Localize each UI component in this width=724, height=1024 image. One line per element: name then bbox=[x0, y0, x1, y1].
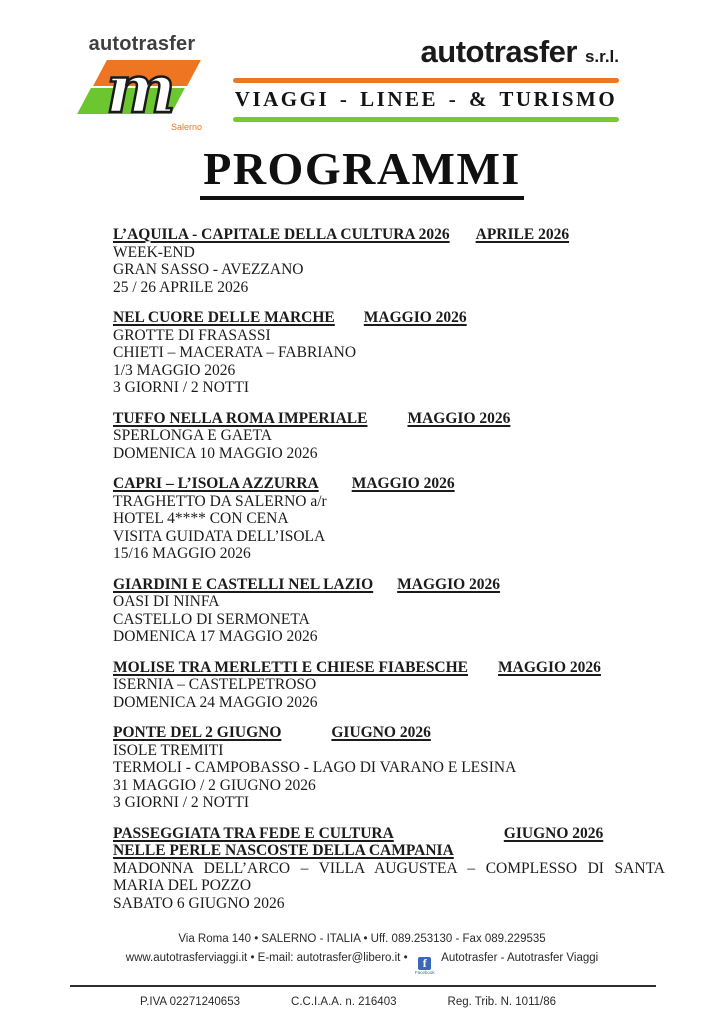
company-name-suffix: s.r.l. bbox=[584, 47, 619, 66]
program-detail-line: TERMOLI - CAMPOBASSO - LAGO DI VARANO E LESINA bbox=[113, 759, 517, 776]
program-heading bbox=[113, 576, 665, 594]
page-footer bbox=[0, 933, 724, 1008]
chamber-of-commerce-number: C.C.I.A.A. n. 216403 bbox=[291, 996, 397, 1008]
page-title-wrap bbox=[0, 143, 724, 200]
program-month: MAGGIO 2026 bbox=[407, 409, 511, 427]
footer-registry bbox=[140, 996, 556, 1008]
bullet-separator: • bbox=[403, 952, 408, 964]
program-item bbox=[113, 309, 665, 397]
footer-address: Via Roma 140 • SALERNO - ITALIA • Uff. 089.253130 - Fax 089.229535 bbox=[178, 933, 546, 945]
program-heading bbox=[113, 410, 665, 428]
program-detail-line: GROTTE DI FRASASSI bbox=[113, 326, 271, 344]
email-label: E-mail: bbox=[257, 952, 294, 964]
program-item bbox=[113, 410, 665, 463]
program-month: MAGGIO 2026 bbox=[397, 575, 501, 593]
program-detail-line: TRAGHETTO DA SALERNO a/r bbox=[113, 492, 327, 510]
program-detail-line: CASTELLO DI SERMONETA bbox=[113, 610, 310, 628]
program-heading-line2 bbox=[113, 842, 665, 860]
green-divider bbox=[233, 117, 619, 122]
company-logo bbox=[72, 33, 212, 132]
program-detail-line: DOMENICA 17 MAGGIO 2026 bbox=[113, 628, 318, 645]
program-title: PASSEGGIATA TRA FEDE E CULTURA bbox=[113, 824, 394, 842]
company-name-main: autotrasfer bbox=[420, 34, 577, 69]
footer-contacts bbox=[0, 952, 724, 975]
program-item bbox=[113, 475, 665, 563]
program-title: L’AQUILA - CAPITALE DELLA CULTURA 2026 bbox=[113, 226, 450, 243]
program-detail-line: ISERNIA – CASTELPETROSO bbox=[113, 676, 317, 693]
program-detail-line: OASI DI NINFA bbox=[113, 593, 220, 610]
footer-divider bbox=[70, 985, 656, 987]
bullet-separator: • bbox=[250, 952, 255, 964]
program-title-line2: NELLE PERLE NASCOSTE DELLA CAMPANIA bbox=[113, 842, 454, 859]
program-detail-line: GRAN SASSO - AVEZZANO bbox=[113, 261, 304, 278]
program-title: NEL CUORE DELLE MARCHE bbox=[113, 309, 335, 326]
program-month: MAGGIO 2026 bbox=[498, 658, 601, 676]
program-detail-line: HOTEL 4**** CON CENA bbox=[113, 510, 289, 527]
letterhead bbox=[233, 36, 619, 122]
logo-city-text: Salerno bbox=[170, 122, 202, 132]
program-detail-line: 3 GIORNI / 2 NOTTI bbox=[113, 379, 250, 396]
program-title: CAPRI – L’ISOLA AZZURRA bbox=[113, 475, 319, 492]
facebook-icon: f Facebook bbox=[414, 956, 435, 975]
page-title: PROGRAMMI bbox=[200, 146, 524, 200]
program-detail-line: ISOLE TREMITI bbox=[113, 741, 224, 759]
email-link[interactable]: autotrasfer@libero.it bbox=[296, 952, 401, 964]
program-month: MAGGIO 2026 bbox=[363, 309, 467, 326]
program-item bbox=[113, 724, 665, 812]
program-month: APRILE 2026 bbox=[475, 226, 570, 243]
program-detail-line: DOMENICA 24 MAGGIO 2026 bbox=[113, 693, 318, 711]
program-item bbox=[113, 226, 665, 296]
program-month: MAGGIO 2026 bbox=[351, 475, 455, 492]
program-detail-line: VISITA GUIDATA DELL’ISOLA bbox=[113, 527, 326, 545]
program-detail-line: 1/3 MAGGIO 2026 bbox=[113, 361, 236, 379]
program-item bbox=[113, 576, 665, 646]
program-detail-line: SABATO 6 GIUGNO 2026 bbox=[113, 894, 285, 912]
program-detail-line: 3 GIORNI / 2 NOTTI bbox=[113, 794, 250, 811]
orange-divider bbox=[233, 78, 619, 83]
facebook-page-name: Autotrasfer - Autotrasfer Viaggi bbox=[441, 952, 599, 964]
program-detail-line: 15/16 MAGGIO 2026 bbox=[113, 545, 251, 562]
program-title: TUFFO NELLA ROMA IMPERIALE bbox=[113, 409, 368, 427]
program-item bbox=[113, 659, 665, 712]
program-month: GIUGNO 2026 bbox=[503, 824, 604, 842]
program-list bbox=[113, 226, 664, 912]
website-link[interactable]: www.autotrasferviaggi.it bbox=[125, 952, 248, 964]
program-heading bbox=[113, 226, 665, 244]
program-month: GIUGNO 2026 bbox=[331, 724, 431, 741]
program-heading bbox=[113, 825, 665, 843]
program-title: GIARDINI E CASTELLI NEL LAZIO bbox=[113, 575, 374, 593]
program-detail-line: MADONNA DELL’ARCO – VILLA AUGUSTEA – COMPLESSO DI SANTA MARIA DEL POZZO bbox=[113, 859, 665, 894]
program-heading bbox=[113, 724, 665, 742]
program-detail-line: 31 MAGGIO / 2 GIUGNO 2026 bbox=[113, 776, 316, 794]
program-title: MOLISE TRA MERLETTI E CHIESE FIABESCHE bbox=[113, 658, 469, 676]
svg-text:m: m bbox=[106, 50, 176, 128]
company-tagline: VIAGGI - LINEE - & TURISMO bbox=[234, 87, 618, 111]
program-detail-line: DOMENICA 10 MAGGIO 2026 bbox=[113, 444, 318, 462]
vat-number: P.IVA 02271240653 bbox=[140, 996, 240, 1008]
program-detail-line: WEEK-END bbox=[113, 243, 195, 261]
program-detail-line: SPERLONGA E GAETA bbox=[113, 427, 272, 444]
program-heading bbox=[113, 659, 665, 677]
court-registration-number: Reg. Trib. N. 1011/86 bbox=[447, 996, 556, 1008]
facebook-icon-caption: Facebook bbox=[414, 970, 435, 975]
program-heading bbox=[113, 309, 665, 327]
program-detail-line: CHIETI – MACERATA – FABRIANO bbox=[113, 344, 357, 361]
program-item bbox=[113, 825, 665, 913]
program-heading bbox=[113, 475, 665, 493]
company-name bbox=[233, 36, 619, 73]
logo-brand-text: autotrasfer bbox=[88, 33, 196, 55]
program-title: PONTE DEL 2 GIUGNO bbox=[113, 724, 282, 741]
brand-m-icon bbox=[98, 50, 188, 128]
program-detail-line: 25 / 26 APRILE 2026 bbox=[113, 278, 249, 296]
